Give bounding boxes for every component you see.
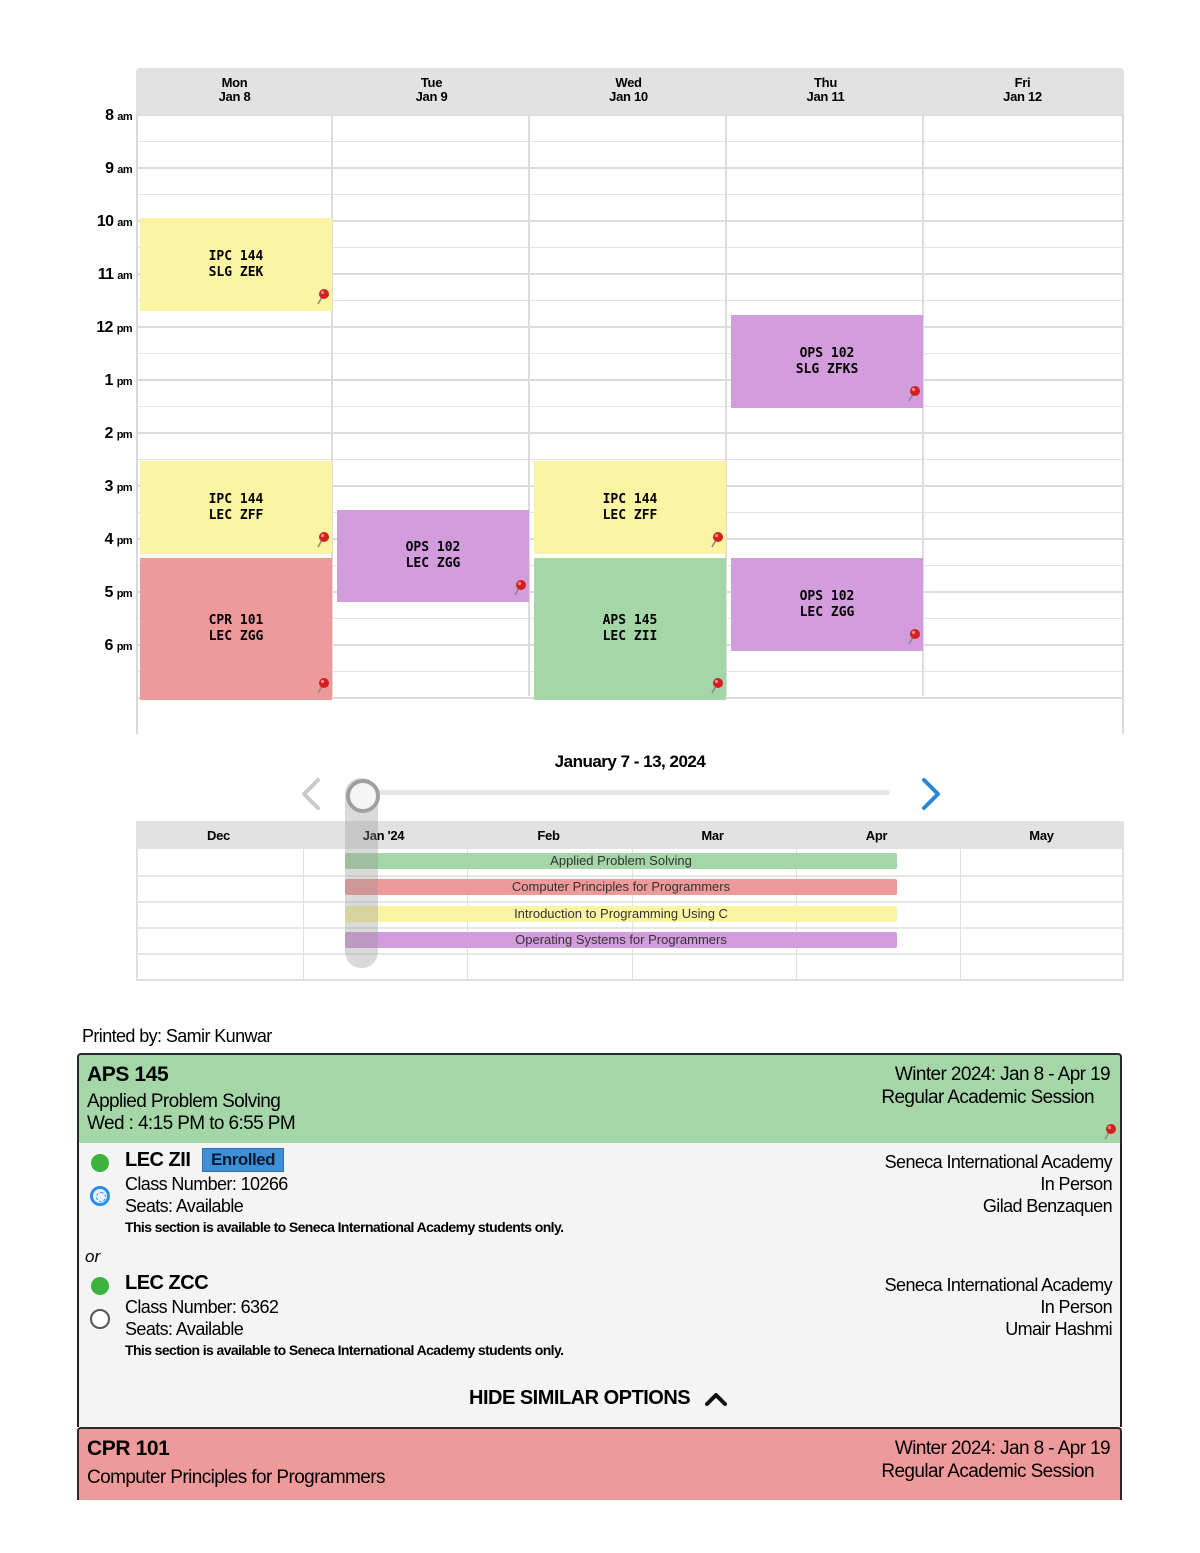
term-bar-applied-problem-solving[interactable]: Applied Problem Solving: [345, 853, 897, 869]
calendar-event-ipc-144[interactable]: [140, 461, 332, 554]
section-details: Seneca International Academy In Person Umair Hashmi: [884, 1275, 1112, 1339]
pin-icon[interactable]: [709, 531, 723, 549]
grid-line: [138, 353, 1122, 354]
event-course: APS 145: [602, 612, 658, 628]
time-label: 3 pm: [104, 478, 132, 495]
divider: [303, 849, 304, 979]
chevron-right-icon: [918, 776, 944, 812]
section-note: This section is available to Seneca International Academy students only.: [125, 1342, 564, 1358]
time-label: 11 am: [97, 266, 132, 283]
day-header-tue: Tue Jan 9: [415, 75, 448, 104]
time-label: 6 pm: [104, 637, 132, 654]
seats-status: Seats: Available: [125, 1319, 244, 1339]
term-bar-computer-principles[interactable]: Computer Principles for Programmers: [345, 879, 897, 895]
status-dot-icon: [91, 1154, 109, 1172]
divider: [960, 849, 961, 979]
section-name: LEC ZII: [125, 1149, 191, 1171]
hide-similar-options-button[interactable]: [469, 1387, 728, 1410]
seats-status: Seats: Available: [125, 1196, 244, 1216]
time-label: 5 pm: [104, 584, 132, 601]
event-course: OPS 102: [799, 588, 855, 604]
course-code: CPR 101: [87, 1437, 170, 1460]
enrolled-badge: Enrolled: [202, 1148, 284, 1172]
calendar-header: [136, 68, 1124, 114]
event-course: IPC 144: [208, 491, 264, 507]
course-time: Wed : 4:15 PM to 6:55 PM: [87, 1113, 296, 1134]
class-number: Class Number: 6362: [125, 1297, 279, 1317]
class-number: Class Number: 10266: [125, 1174, 288, 1194]
column-divider: [528, 114, 530, 696]
pin-icon[interactable]: [906, 628, 920, 646]
event-course: OPS 102: [799, 345, 855, 361]
grid-line: [138, 432, 1122, 434]
section-note: This section is available to Seneca International Academy students only.: [125, 1219, 564, 1235]
grid-line: [138, 326, 1122, 328]
grid-line: [138, 167, 1122, 169]
month-label: Mar: [701, 828, 724, 843]
month-label: Jan '24: [362, 828, 405, 843]
pin-icon[interactable]: [315, 288, 329, 306]
grid-line: [138, 194, 1122, 195]
status-dot-icon: [91, 1277, 109, 1295]
event-section: SLG ZFKS: [795, 361, 859, 377]
week-slider-handle[interactable]: [346, 779, 380, 813]
grid-line: [138, 406, 1122, 407]
day-header-wed: Wed Jan 10: [609, 75, 648, 104]
term-row: [138, 953, 1122, 979]
pin-icon[interactable]: [315, 677, 329, 695]
event-section: LEC ZII: [602, 628, 658, 644]
day-header-thu: Thu Jan 11: [806, 75, 845, 104]
chevron-up-icon: [704, 1391, 728, 1407]
month-label: May: [1029, 828, 1054, 843]
grid-line: [138, 459, 1122, 460]
event-section: LEC ZFF: [602, 507, 658, 523]
pin-icon[interactable]: [512, 579, 526, 597]
day-header-mon: Mon Jan 8: [218, 75, 251, 104]
hide-similar-options-label: HIDE SIMILAR OPTIONS: [469, 1387, 691, 1409]
time-label: 1 pm: [104, 372, 132, 389]
calendar-event-cpr-101[interactable]: [140, 558, 332, 699]
pin-icon[interactable]: [315, 531, 329, 549]
next-week-button[interactable]: [918, 776, 944, 817]
event-course: CPR 101: [208, 612, 264, 628]
or-separator: or: [85, 1247, 101, 1266]
chevron-left-icon: [298, 776, 324, 812]
calendar-event-ops-102[interactable]: [731, 558, 923, 651]
time-label: 10 am: [96, 213, 132, 230]
day-header-fri: Fri Jan 12: [1003, 75, 1042, 104]
event-section: LEC ZGG: [405, 556, 461, 572]
section-options-panel: [77, 1143, 1122, 1427]
calendar-event-ops-102[interactable]: [337, 510, 529, 603]
pin-icon[interactable]: [1102, 1123, 1116, 1141]
time-label: 2 pm: [104, 425, 132, 442]
grid-line: [138, 379, 1122, 381]
calendar-event-ops-102[interactable]: [731, 315, 923, 408]
section-name: LEC ZCC: [125, 1272, 209, 1294]
course-title: Computer Principles for Programmers: [87, 1467, 385, 1488]
time-label: 8 am: [105, 107, 132, 124]
month-label: Dec: [207, 828, 230, 843]
event-course: IPC 144: [208, 248, 264, 264]
term-bar-intro-programming[interactable]: Introduction to Programming Using C: [345, 906, 897, 922]
event-section: LEC ZGG: [208, 628, 264, 644]
week-range-label: January 7 - 13, 2024: [554, 752, 706, 771]
grid-line: [138, 114, 1122, 116]
term-bar-operating-systems[interactable]: Operating Systems for Programmers: [345, 932, 897, 948]
time-label: 9 am: [105, 160, 132, 177]
pin-icon[interactable]: [709, 677, 723, 695]
event-section: LEC ZFF: [208, 507, 264, 523]
pin-icon[interactable]: [906, 385, 920, 403]
course-title: Applied Problem Solving: [87, 1091, 281, 1112]
event-section: SLG ZEK: [208, 264, 264, 280]
course-header-aps145[interactable]: [77, 1053, 1122, 1143]
section-radio-selected[interactable]: [90, 1186, 110, 1206]
time-label: 12 pm: [96, 319, 132, 336]
section-details: Seneca International Academy In Person Gilad Benzaquen: [884, 1152, 1112, 1216]
event-course: IPC 144: [602, 491, 658, 507]
time-label: 4 pm: [104, 531, 132, 548]
week-slider-track[interactable]: [362, 790, 890, 795]
event-course: OPS 102: [405, 540, 461, 556]
calendar-event-ipc-144[interactable]: [140, 218, 332, 311]
grid-line: [138, 141, 1122, 142]
course-code: APS 145: [87, 1063, 169, 1086]
calendar-event-ipc-144[interactable]: [534, 461, 726, 554]
calendar-event-aps-145[interactable]: [534, 558, 726, 699]
month-label: Apr: [865, 828, 888, 843]
section-radio[interactable]: [90, 1309, 110, 1329]
course-term: Winter 2024: Jan 8 - Apr 19 Regular Academic Session: [881, 1064, 1110, 1108]
event-section: LEC ZGG: [799, 604, 855, 620]
course-header-cpr101[interactable]: [77, 1427, 1122, 1500]
printed-by-label: Printed by: Samir Kunwar: [82, 1026, 272, 1046]
prev-week-button[interactable]: [298, 776, 324, 817]
term-month-header: [136, 821, 1124, 849]
course-term: Winter 2024: Jan 8 - Apr 19 Regular Academic Session: [881, 1438, 1110, 1482]
month-label: Feb: [537, 828, 560, 843]
